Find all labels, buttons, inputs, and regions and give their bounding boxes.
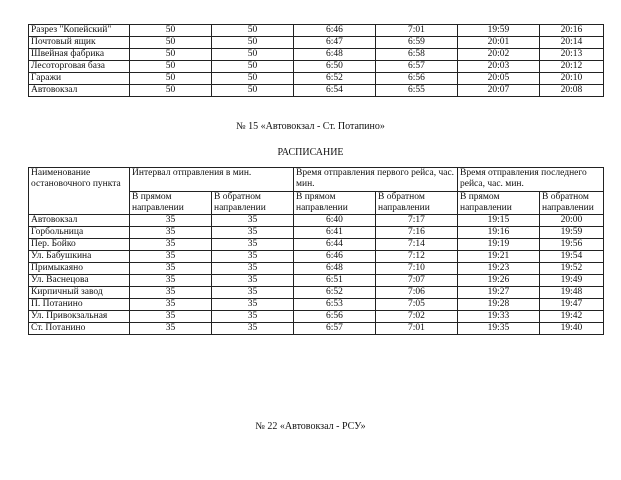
table-row — [29, 73, 604, 85]
stop-name-cell: Автовокзал — [29, 85, 130, 97]
table-cell: 35 — [130, 239, 212, 251]
table-cell: 19:28 — [458, 299, 540, 311]
stop-name-cell: Гаражи — [29, 73, 130, 85]
table-cell: 6:56 — [294, 311, 376, 323]
table-cell: 19:40 — [540, 323, 604, 335]
stop-name-cell: Разрез "Копейский" — [29, 25, 130, 37]
table-row — [29, 287, 604, 299]
header-interval-forward: В прямом направлении — [130, 192, 212, 215]
table-cell: 35 — [130, 215, 212, 227]
table-row — [29, 251, 604, 263]
table-row — [29, 323, 604, 335]
table-cell: 6:48 — [294, 263, 376, 275]
table-cell: 7:01 — [376, 323, 458, 335]
header-first-forward: В прямом направлении — [294, 192, 376, 215]
table-cell: 6:54 — [294, 85, 376, 97]
table-cell: 50 — [130, 73, 212, 85]
table-cell: 20:05 — [458, 73, 540, 85]
header-last-forward: В прямом направлении — [458, 192, 540, 215]
table-cell: 20:08 — [540, 85, 604, 97]
header-first-backward: В обратном направлении — [376, 192, 458, 215]
table-row — [29, 215, 604, 227]
route-22-title: № 22 «Автовокзал - РСУ» — [255, 421, 366, 432]
route-15-timetable — [28, 167, 604, 335]
header-interval-backward: В обратном направлении — [212, 192, 294, 215]
table-cell: 19:21 — [458, 251, 540, 263]
table-cell: 50 — [212, 25, 294, 37]
table-cell: 35 — [130, 251, 212, 263]
table-cell: 35 — [212, 263, 294, 275]
table-cell: 20:16 — [540, 25, 604, 37]
table-cell: 19:26 — [458, 275, 540, 287]
table-row — [29, 25, 604, 37]
table-row — [29, 299, 604, 311]
table-cell: 7:05 — [376, 299, 458, 311]
table-cell: 35 — [130, 287, 212, 299]
table-cell: 50 — [212, 61, 294, 73]
table-cell: 19:33 — [458, 311, 540, 323]
stop-name-cell: Кирпичный завод — [29, 287, 130, 299]
table-cell: 6:53 — [294, 299, 376, 311]
table-cell: 6:40 — [294, 215, 376, 227]
table-cell: 19:19 — [458, 239, 540, 251]
table-cell: 20:14 — [540, 37, 604, 49]
table-cell: 20:12 — [540, 61, 604, 73]
table-row — [29, 239, 604, 251]
table-cell: 19:47 — [540, 299, 604, 311]
stop-name-cell: Лесоторговая база — [29, 61, 130, 73]
route-15-title: № 15 «Автовокзал - Ст. Потапино» — [236, 121, 385, 132]
table-cell: 7:16 — [376, 227, 458, 239]
table-cell: 7:10 — [376, 263, 458, 275]
stop-name-cell: П. Потанино — [29, 299, 130, 311]
table-cell: 20:00 — [540, 215, 604, 227]
table-row — [29, 37, 604, 49]
table-cell: 19:56 — [540, 239, 604, 251]
table-cell: 50 — [130, 37, 212, 49]
table-cell: 6:41 — [294, 227, 376, 239]
top-timetable — [28, 24, 604, 97]
table-cell: 35 — [130, 227, 212, 239]
table-cell: 19:59 — [540, 227, 604, 239]
timetable-header — [29, 168, 604, 215]
schedule-title: РАСПИСАНИЕ — [277, 147, 344, 158]
table-cell: 50 — [212, 73, 294, 85]
table-cell: 6:44 — [294, 239, 376, 251]
table-cell: 6:57 — [294, 323, 376, 335]
table-cell: 20:02 — [458, 49, 540, 61]
table-cell: 50 — [130, 49, 212, 61]
table-cell: 6:48 — [294, 49, 376, 61]
stop-name-cell: Швейная фабрика — [29, 49, 130, 61]
table-cell: 19:48 — [540, 287, 604, 299]
table-cell: 19:54 — [540, 251, 604, 263]
table-cell: 19:35 — [458, 323, 540, 335]
table-cell: 35 — [212, 215, 294, 227]
table-cell: 20:07 — [458, 85, 540, 97]
stop-name-cell: Ул. Привокзальная — [29, 311, 130, 323]
table-cell: 35 — [212, 227, 294, 239]
header-last-backward: В обратном направлении — [540, 192, 604, 215]
table-cell: 6:46 — [294, 251, 376, 263]
header-last-departure: Время отправления последнего рейса, час. мин. — [458, 168, 604, 192]
table-cell: 20:01 — [458, 37, 540, 49]
table-cell: 35 — [212, 323, 294, 335]
table-cell: 7:14 — [376, 239, 458, 251]
table-cell: 6:47 — [294, 37, 376, 49]
table-cell: 7:07 — [376, 275, 458, 287]
table-cell: 6:50 — [294, 61, 376, 73]
table-cell: 19:16 — [458, 227, 540, 239]
table-row — [29, 227, 604, 239]
stop-name-cell: Примыкаяно — [29, 263, 130, 275]
stop-name-cell: Автовокзал — [29, 215, 130, 227]
table-cell: 35 — [130, 299, 212, 311]
table-cell: 6:57 — [376, 61, 458, 73]
table-cell: 50 — [130, 85, 212, 97]
stop-name-cell: Горбольница — [29, 227, 130, 239]
table-cell: 50 — [130, 25, 212, 37]
top-timetable-body — [29, 25, 604, 97]
table-cell: 7:12 — [376, 251, 458, 263]
table-cell: 6:51 — [294, 275, 376, 287]
table-cell: 35 — [212, 239, 294, 251]
table-cell: 7:17 — [376, 215, 458, 227]
table-cell: 19:59 — [458, 25, 540, 37]
table-row — [29, 49, 604, 61]
table-cell: 35 — [212, 287, 294, 299]
table-cell: 6:58 — [376, 49, 458, 61]
table-cell: 19:15 — [458, 215, 540, 227]
table-row — [29, 263, 604, 275]
table-cell: 50 — [212, 37, 294, 49]
stop-name-cell: Почтовый ящик — [29, 37, 130, 49]
table-cell: 19:23 — [458, 263, 540, 275]
table-cell: 35 — [212, 275, 294, 287]
table-cell: 7:01 — [376, 25, 458, 37]
table-cell: 35 — [130, 263, 212, 275]
stop-name-cell: Пер. Бойко — [29, 239, 130, 251]
table-cell: 20:10 — [540, 73, 604, 85]
header-first-departure: Время отправления первого рейса, час. мин. — [294, 168, 458, 192]
table-cell: 35 — [212, 251, 294, 263]
table-cell: 19:52 — [540, 263, 604, 275]
header-stop-name: Наименование остановочного пункта — [29, 168, 130, 215]
table-cell: 7:02 — [376, 311, 458, 323]
table-cell: 50 — [212, 85, 294, 97]
table-cell: 6:52 — [294, 73, 376, 85]
table-row — [29, 275, 604, 287]
table-cell: 6:56 — [376, 73, 458, 85]
table-cell: 6:59 — [376, 37, 458, 49]
table-cell: 35 — [130, 275, 212, 287]
table-cell: 6:55 — [376, 85, 458, 97]
table-cell: 20:13 — [540, 49, 604, 61]
table-cell: 35 — [130, 323, 212, 335]
table-cell: 19:42 — [540, 311, 604, 323]
stop-name-cell: Ул. Бабушкина — [29, 251, 130, 263]
table-cell: 20:03 — [458, 61, 540, 73]
table-cell: 50 — [130, 61, 212, 73]
stop-name-cell: Ст. Потанино — [29, 323, 130, 335]
table-cell: 35 — [212, 311, 294, 323]
table-cell: 50 — [212, 49, 294, 61]
timetable-body — [29, 215, 604, 335]
table-row — [29, 61, 604, 73]
table-row — [29, 85, 604, 97]
table-cell: 19:27 — [458, 287, 540, 299]
table-cell: 6:46 — [294, 25, 376, 37]
table-cell: 35 — [130, 311, 212, 323]
table-row — [29, 311, 604, 323]
table-cell: 6:52 — [294, 287, 376, 299]
table-cell: 19:49 — [540, 275, 604, 287]
table-cell: 35 — [212, 299, 294, 311]
header-interval: Интервал отправления в мин. — [130, 168, 294, 192]
stop-name-cell: Ул. Васнецова — [29, 275, 130, 287]
table-cell: 7:06 — [376, 287, 458, 299]
